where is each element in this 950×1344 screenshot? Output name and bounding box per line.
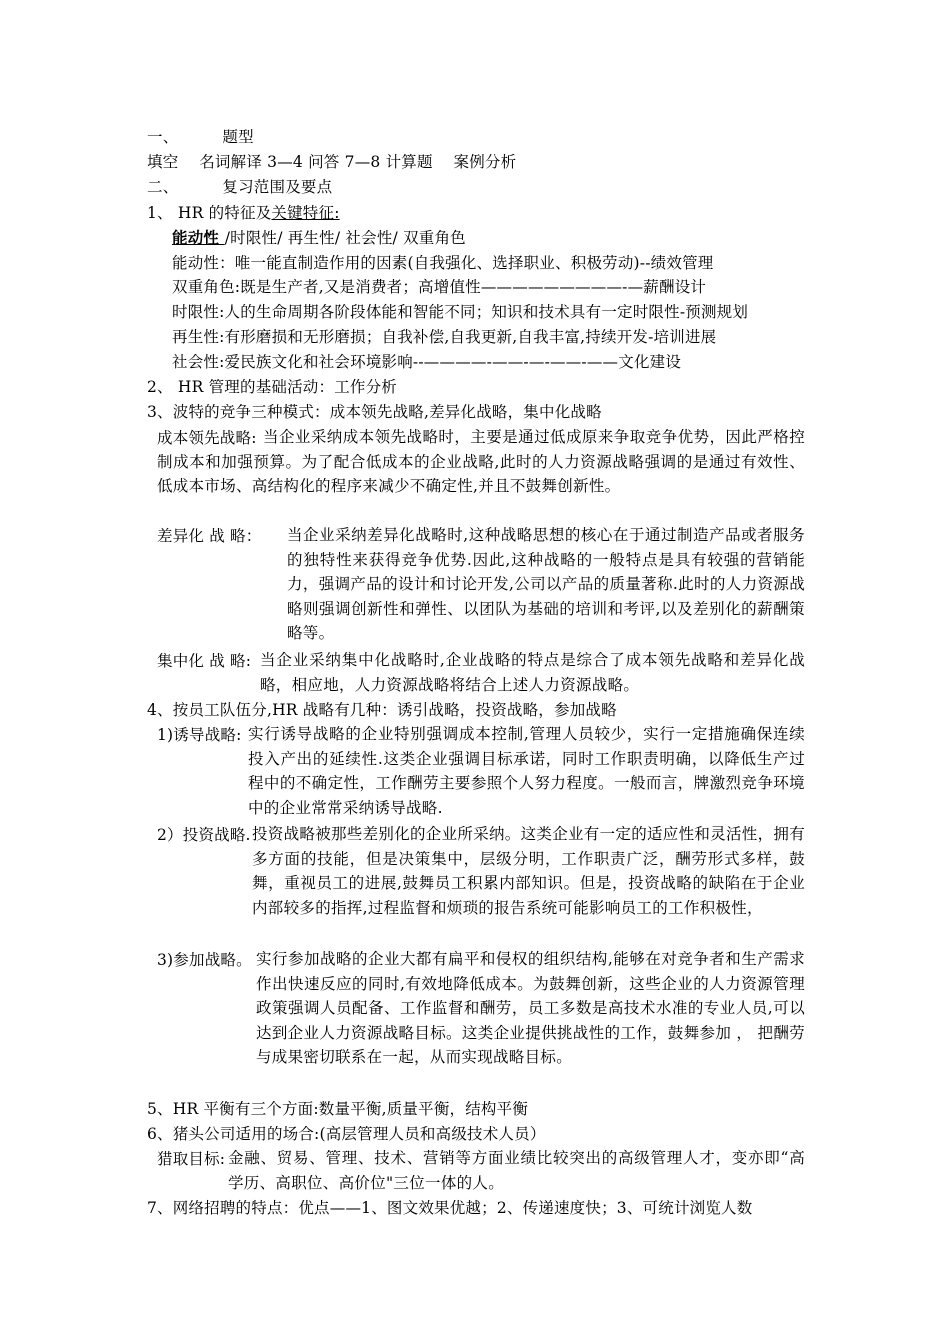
item-4a-text [248,722,805,820]
item-4: 4、按员工队伍分,HR 战略有几种：诱引战略，投资战略，参加战略 [147,701,617,719]
item-3a-label: 成本领先战略: [157,429,257,447]
item-3b-body: 当企业采纳差异化战略时,这种战略思想的核心在于通过制造产品或者服务的独特性来获得竞争优势.因此,这种战略的一般特点是具有较强的营销能力，强调产品的设计和讨论开发,公司以产品的质量著称.此时的人力资源战略则强调创新性和弹性、以团队为基础的培训和考评,以及差别化的薪酬策略等。 [287,526,805,642]
item-1-line-d: 再生性:有形磨损和无形磨损；自我补偿,自我更新,自我丰富,持续开发-培训进展 [172,328,717,346]
question-types-line: 填空 名词解译 3—4 问答 7—8 计算题 案例分析 [147,153,517,171]
item-1-line-a: 能动性：唯一能直制造作用的因素(自我强化、选择职业、积极劳动)--绩效管理 [172,254,714,272]
item-3c-body: 当企业采纳集中化战略时,企业战略的特点是综合了成本领先战略和差异化战略，相应地，人力资源战略将结合上述人力资源战略。 [260,651,805,694]
item-4b-label: 2）投资战略. [157,826,251,844]
item-4c-body: 实行参加战略的企业大都有扁平和侵权的组织结构,能够在对竞争者和生产需求作出快速反应的同时,有效地降低成本。为鼓舞创新，这些企业的人力资源管理政策强调人员配备、工作监督和酬劳，员工多数是高技术水准的专业人员,可以达到企业人力资源战略目标。这类企业提供挑战性的工作，鼓舞参加 ， 把酬劳与成果密切联系在一起，从而实现战略目标。 [256,950,805,1066]
item-3: 3、波特的竞争三种模式：成本领先战略,差异化战略，集中化战略 [147,403,602,421]
item-5: 5、HR 平衡有三个方面:数量平衡,质量平衡，结构平衡 [147,1100,529,1118]
keyword-initiative: 能动性 [172,228,225,247]
heading-2-text: 复习范围及要点 [222,178,333,196]
item-6: 6、猪头公司适用的场合:(高层管理人员和高级技术人员） [147,1125,546,1143]
item-3c-text [260,648,805,697]
item-1-heading-underlined: 关键特征: [271,204,340,222]
item-1-heading [147,203,340,223]
item-4c-label: 3)参加战略。 [157,951,252,969]
item-4b-body: 投资战略被那些差别化的企业所采纳。这类企业有一定的适应性和灵活性，拥有多方面的技能，但是决策集中，层级分明，工作职责广泛，酬劳形式多样，鼓舞，重视员工的进展,鼓舞员工积累内部知识。但是，投资战略的缺陷在于企业内部较多的指挥,过程监督和烦琐的报告系统可能影响员工的工作积极性， [252,825,806,917]
item-7: 7、网络招聘的特点：优点——1、图文效果优越；2、传递速度快；3、可统计浏览人数 [147,1199,753,1217]
item-4a-label: 1)诱导战略: [157,726,242,744]
item-3a-text [157,425,805,499]
item-3b-label: 差异化 战 略： [157,527,262,545]
heading-2 [147,177,332,197]
item-6a-text [228,1146,805,1195]
item-4a-body: 实行诱导战略的企业特别强调成本控制,管理人员较少，实行一定措施确保连续投入产出的延续性.这类企业强调目标承诺，同时工作职责明确，以降低生产过程中的不确定性，工作酬劳主要参照个人努力程度。一般而言，牌激烈竞争环境中的企业常常采纳诱导战略. [248,725,805,817]
item-1-line-e: 社会性:爱民族文化和社会环境影响--————-——-—-——-——文化建设 [172,353,682,371]
heading-2-number: 二、 [147,178,179,196]
item-3b-text [287,523,805,646]
item-1-heading-text: 1、 HR 的特征及 [147,204,272,222]
item-6a-label: 猎取目标: [157,1150,226,1168]
heading-1 [147,127,254,147]
item-1-line-b: 双重角色:既是生产者,又是消费者；高增值性—————————-—薪酬设计 [172,278,707,296]
item-3c-label: 集中化 战 略: [157,652,252,670]
keyword-list: /时限性/ 再生性/ 社会性/ 双重角色 [224,229,466,247]
item-1-keywords [172,228,466,248]
item-3a-body: 当企业采纳成本领先战略时，主要是通过低成原来争取竞争优势，因此严格控制成本和加强预算。为了配合低成本的企业战略,此时的人力资源战略强调的是通过有效性、低成本市场、高结构化的程序来减少不确定性,并且不鼓舞创新性。 [157,428,805,495]
item-6a-body: 金融、贸易、管理、技术、营销等方面业绩比较突出的高级管理人才，变亦即“高学历、高职位、高价位"三位一体的人。 [228,1149,805,1192]
heading-1-number: 一、 [147,128,179,146]
item-1-line-c: 时限性:人的生命周期各阶段体能和智能不同；知识和技术具有一定时限性-预测规划 [172,303,749,321]
item-4c-text [256,947,805,1070]
item-4b-text [252,822,805,920]
heading-1-text: 题型 [222,128,254,146]
item-2: 2、 HR 管理的基础活动：工作分析 [147,378,398,396]
